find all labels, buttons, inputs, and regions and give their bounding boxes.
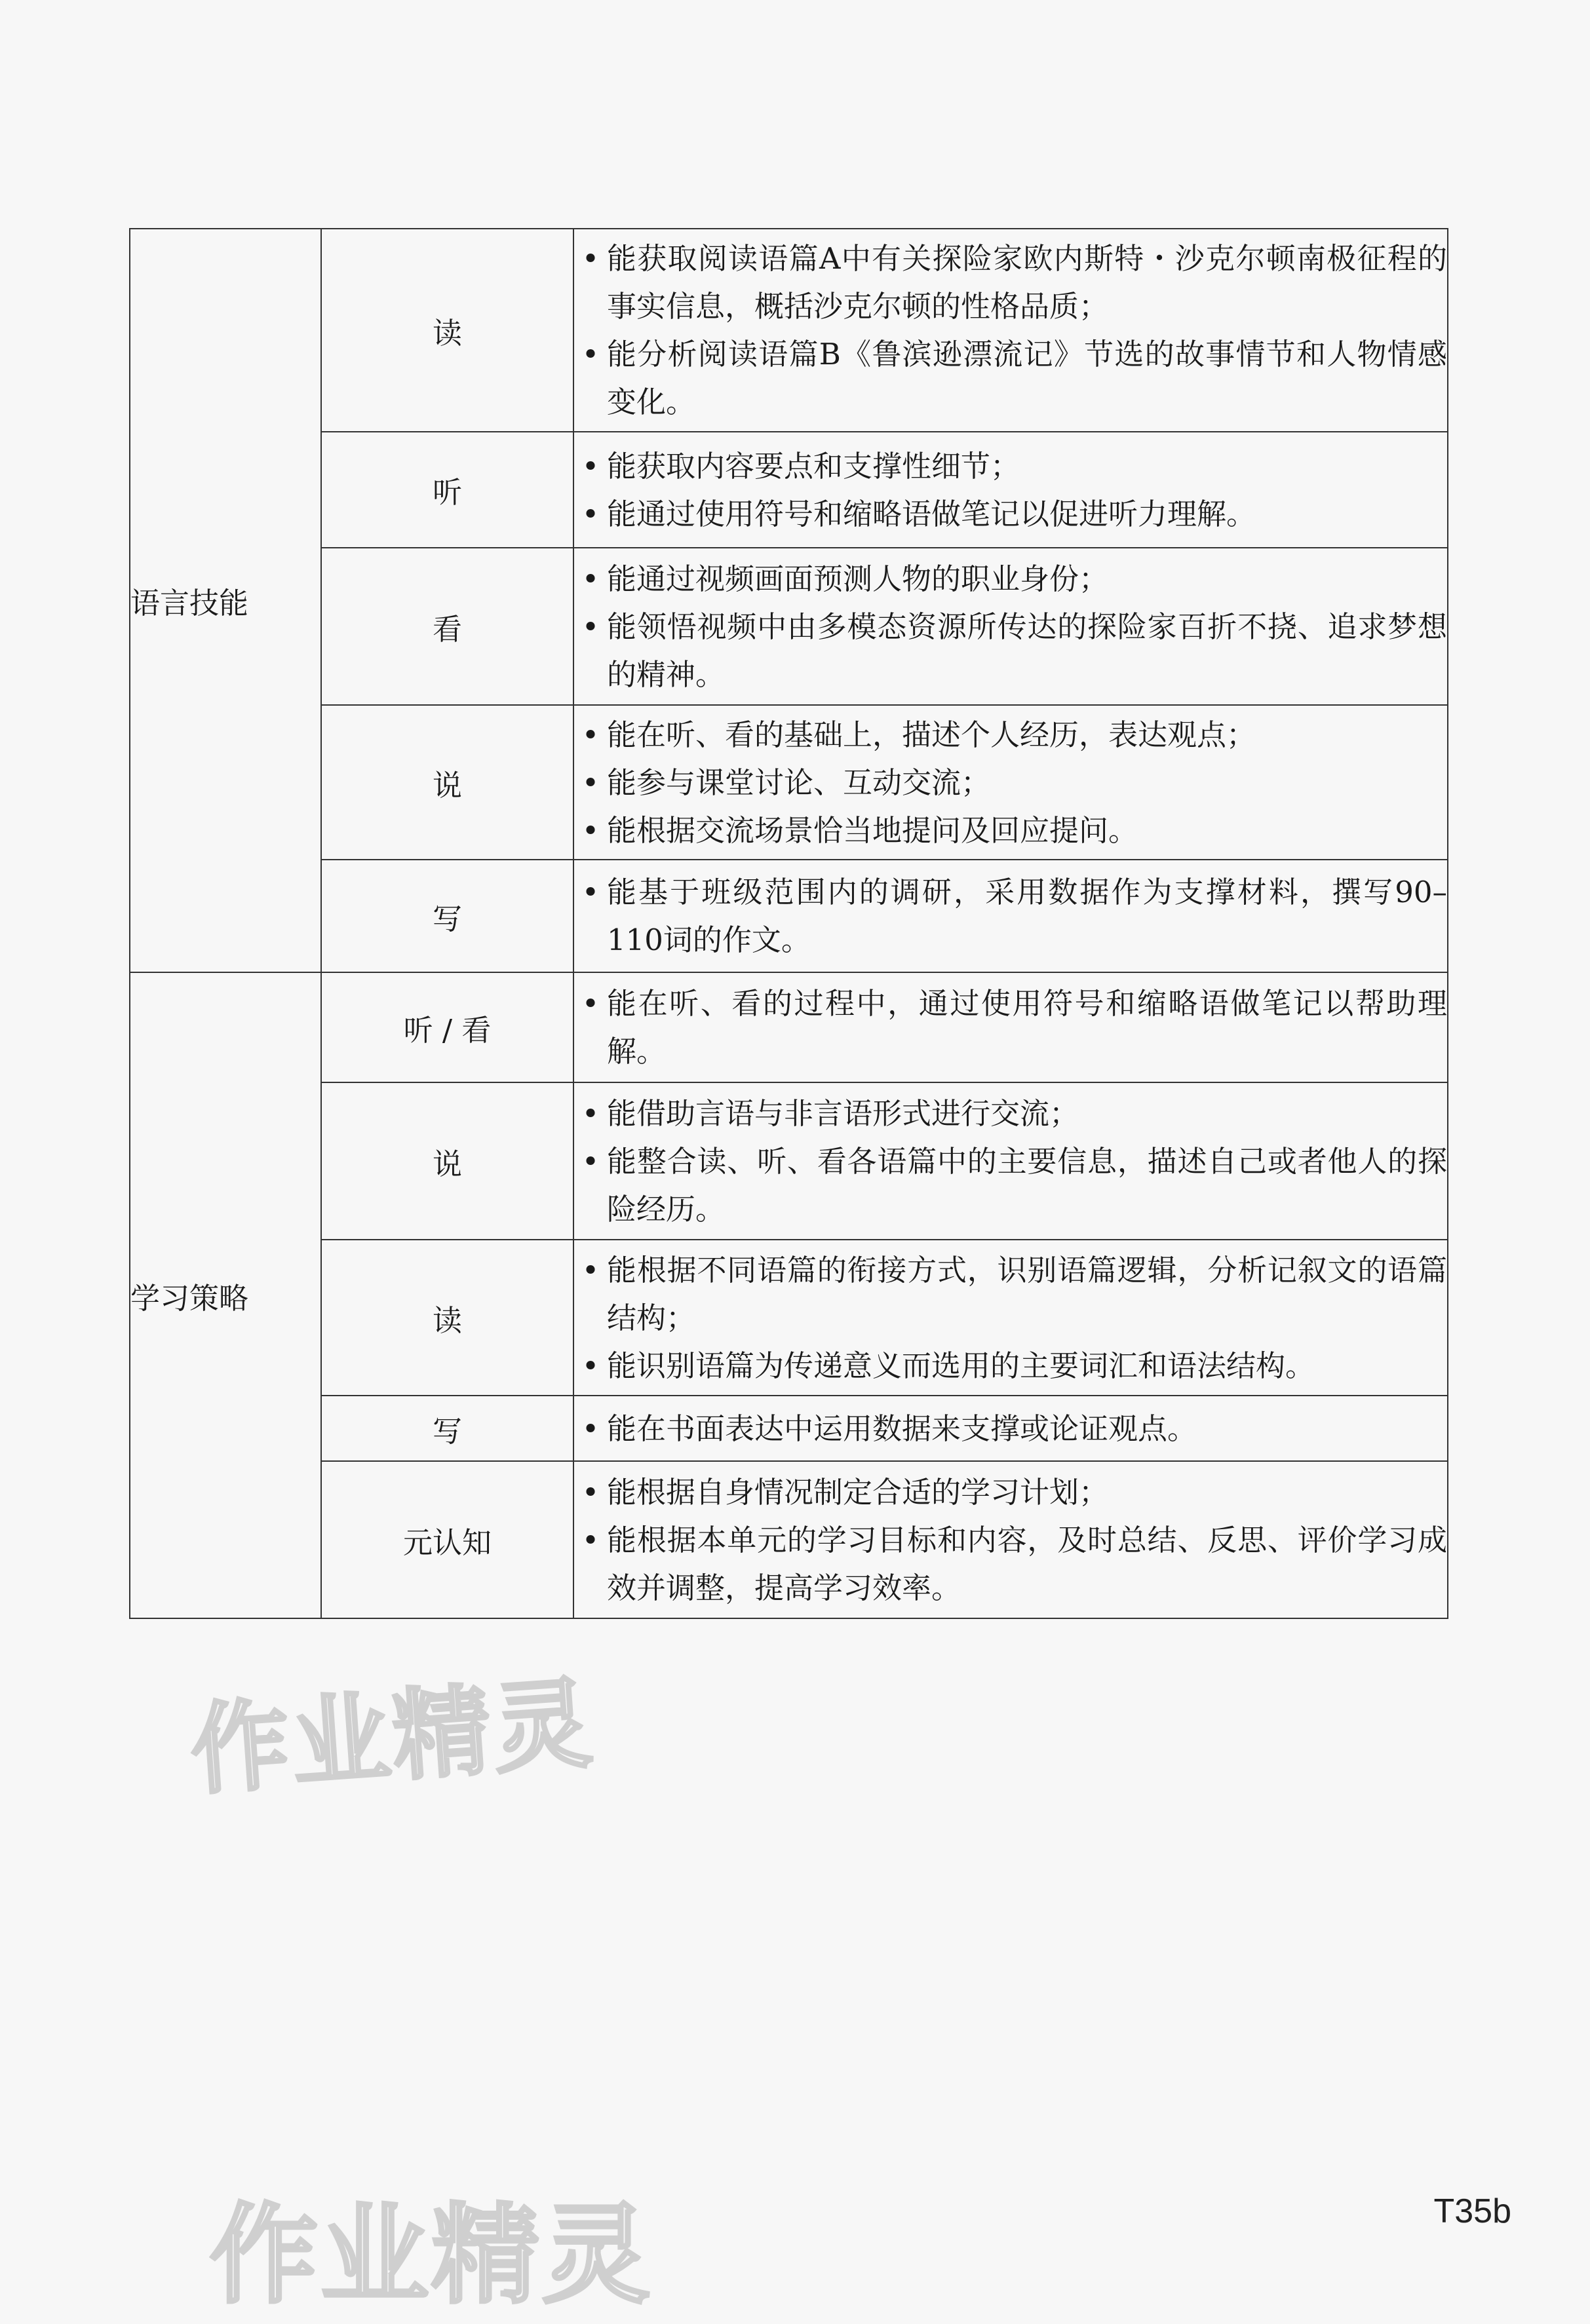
objective-text: 能获取内容要点和支撑性细节； xyxy=(607,448,1020,484)
objectives-cell xyxy=(573,1240,1448,1396)
table-row xyxy=(130,1461,1448,1618)
skill-cell: 读 xyxy=(321,229,573,432)
objective-text: 能通过使用符号和缩略语做笔记以促进听力理解。 xyxy=(607,496,1256,531)
bullet-icon: • xyxy=(581,448,600,484)
bullet-icon: • xyxy=(581,1411,600,1446)
objective-text: 能参与课堂讨论、互动交流； xyxy=(607,765,991,800)
skill-cell: 说 xyxy=(321,705,573,860)
skill-cell: 说 xyxy=(321,1082,573,1240)
bullet-icon: • xyxy=(581,1522,600,1557)
objectives-cell xyxy=(573,705,1448,860)
page-number: T35b xyxy=(1433,2192,1511,2230)
skill-cell: 听 xyxy=(321,432,573,548)
table-row xyxy=(130,1240,1448,1396)
table-row xyxy=(130,860,1448,972)
objectives-cell xyxy=(573,972,1448,1082)
objective-item xyxy=(574,1090,1447,1137)
table-row xyxy=(130,705,1448,860)
objective-text: 能借助言语与非言语形式进行交流； xyxy=(607,1095,1079,1131)
table-row xyxy=(130,1396,1448,1461)
bullet-icon: • xyxy=(581,1474,600,1510)
objective-text: 能基于班级范围内的调研，采用数据作为支撑材料，撰写90–110词的作文。 xyxy=(607,875,1447,957)
objective-item xyxy=(574,1342,1447,1390)
objective-text: 能根据交流场景恰当地提问及回应提问。 xyxy=(607,812,1138,848)
objective-item xyxy=(574,235,1447,330)
objective-text: 能根据本单元的学习目标和内容，及时总结、反思、评价学习成效并调整，提高学习效率。 xyxy=(607,1522,1447,1605)
objective-item xyxy=(574,442,1447,490)
table-row xyxy=(130,229,1448,432)
table-row xyxy=(130,972,1448,1082)
table-row xyxy=(130,548,1448,705)
bullet-icon: • xyxy=(581,337,600,371)
objective-text: 能通过视频画面预测人物的职业身份； xyxy=(607,561,1109,596)
objective-text: 能分析阅读语篇B《鲁滨逊漂流记》节选的故事情节和人物情感变化。 xyxy=(607,337,1447,419)
category-cell: 语言技能 xyxy=(130,229,321,972)
bullet-icon: • xyxy=(581,241,600,276)
objectives-cell xyxy=(573,548,1448,705)
skill-cell: 读 xyxy=(321,1240,573,1396)
bullet-icon: • xyxy=(581,986,600,1021)
objectives-cell xyxy=(573,1082,1448,1240)
bullet-icon: • xyxy=(581,765,600,800)
objective-text: 能根据自身情况制定合适的学习计划； xyxy=(607,1474,1109,1510)
bullet-icon: • xyxy=(581,1252,600,1287)
objective-item xyxy=(574,555,1447,603)
objective-text: 能根据不同语篇的衔接方式，识别语篇逻辑，分析记叙文的语篇结构； xyxy=(607,1252,1447,1335)
bullet-icon: • xyxy=(581,609,600,644)
objective-item xyxy=(574,759,1447,807)
objective-item xyxy=(574,1468,1447,1516)
objective-item xyxy=(574,980,1447,1075)
objectives-cell xyxy=(573,860,1448,972)
objective-text: 能在听、看的过程中，通过使用符号和缩略语做笔记以帮助理解。 xyxy=(607,986,1447,1069)
objective-item xyxy=(574,711,1447,759)
objective-item xyxy=(574,1137,1447,1233)
objective-text: 能在听、看的基础上，描述个人经历，表达观点； xyxy=(607,717,1256,752)
skill-cell: 写 xyxy=(321,1396,573,1461)
bullet-icon: • xyxy=(581,496,600,531)
watermark-logo: 作业精灵 xyxy=(187,1666,598,1809)
watermark-logo: 作业精灵 xyxy=(210,2192,653,2318)
objective-item xyxy=(574,1246,1447,1342)
bullet-icon: • xyxy=(581,561,600,596)
objectives-cell xyxy=(573,229,1448,432)
objective-item xyxy=(574,807,1447,854)
skill-cell: 看 xyxy=(321,548,573,705)
bullet-icon: • xyxy=(581,1143,600,1179)
bullet-icon: • xyxy=(581,812,600,848)
bullet-icon: • xyxy=(581,1348,600,1383)
category-cell: 学习策略 xyxy=(130,972,321,1618)
table-row xyxy=(130,1082,1448,1240)
objective-text: 能识别语篇为传递意义而选用的主要词汇和语法结构。 xyxy=(607,1348,1315,1383)
skill-cell: 元认知 xyxy=(321,1461,573,1618)
bullet-icon: • xyxy=(581,1095,600,1131)
objectives-table-body xyxy=(130,229,1448,1618)
objective-item xyxy=(574,1516,1447,1612)
objectives-cell xyxy=(573,1461,1448,1618)
objective-text: 能整合读、听、看各语篇中的主要信息，描述自己或者他人的探险经历。 xyxy=(607,1143,1447,1227)
objective-item xyxy=(574,490,1447,538)
objective-item xyxy=(574,603,1447,698)
objective-item xyxy=(574,868,1447,964)
objective-item xyxy=(574,1405,1447,1453)
bullet-icon: • xyxy=(581,875,600,909)
bullet-icon: • xyxy=(581,717,600,752)
table-row xyxy=(130,432,1448,548)
objective-text: 能在书面表达中运用数据来支撑或论证观点。 xyxy=(607,1411,1197,1446)
objectives-cell xyxy=(573,1396,1448,1461)
objectives-table xyxy=(129,228,1448,1619)
objectives-cell xyxy=(573,432,1448,548)
skill-cell: 写 xyxy=(321,860,573,972)
objective-text: 能领悟视频中由多模态资源所传达的探险家百折不挠、追求梦想的精神。 xyxy=(607,609,1447,692)
objective-text: 能获取阅读语篇A中有关探险家欧内斯特・沙克尔顿南极征程的事实信息，概括沙克尔顿的性格品质； xyxy=(607,241,1447,324)
skill-cell: 听 / 看 xyxy=(321,972,573,1082)
objective-item xyxy=(574,330,1447,426)
